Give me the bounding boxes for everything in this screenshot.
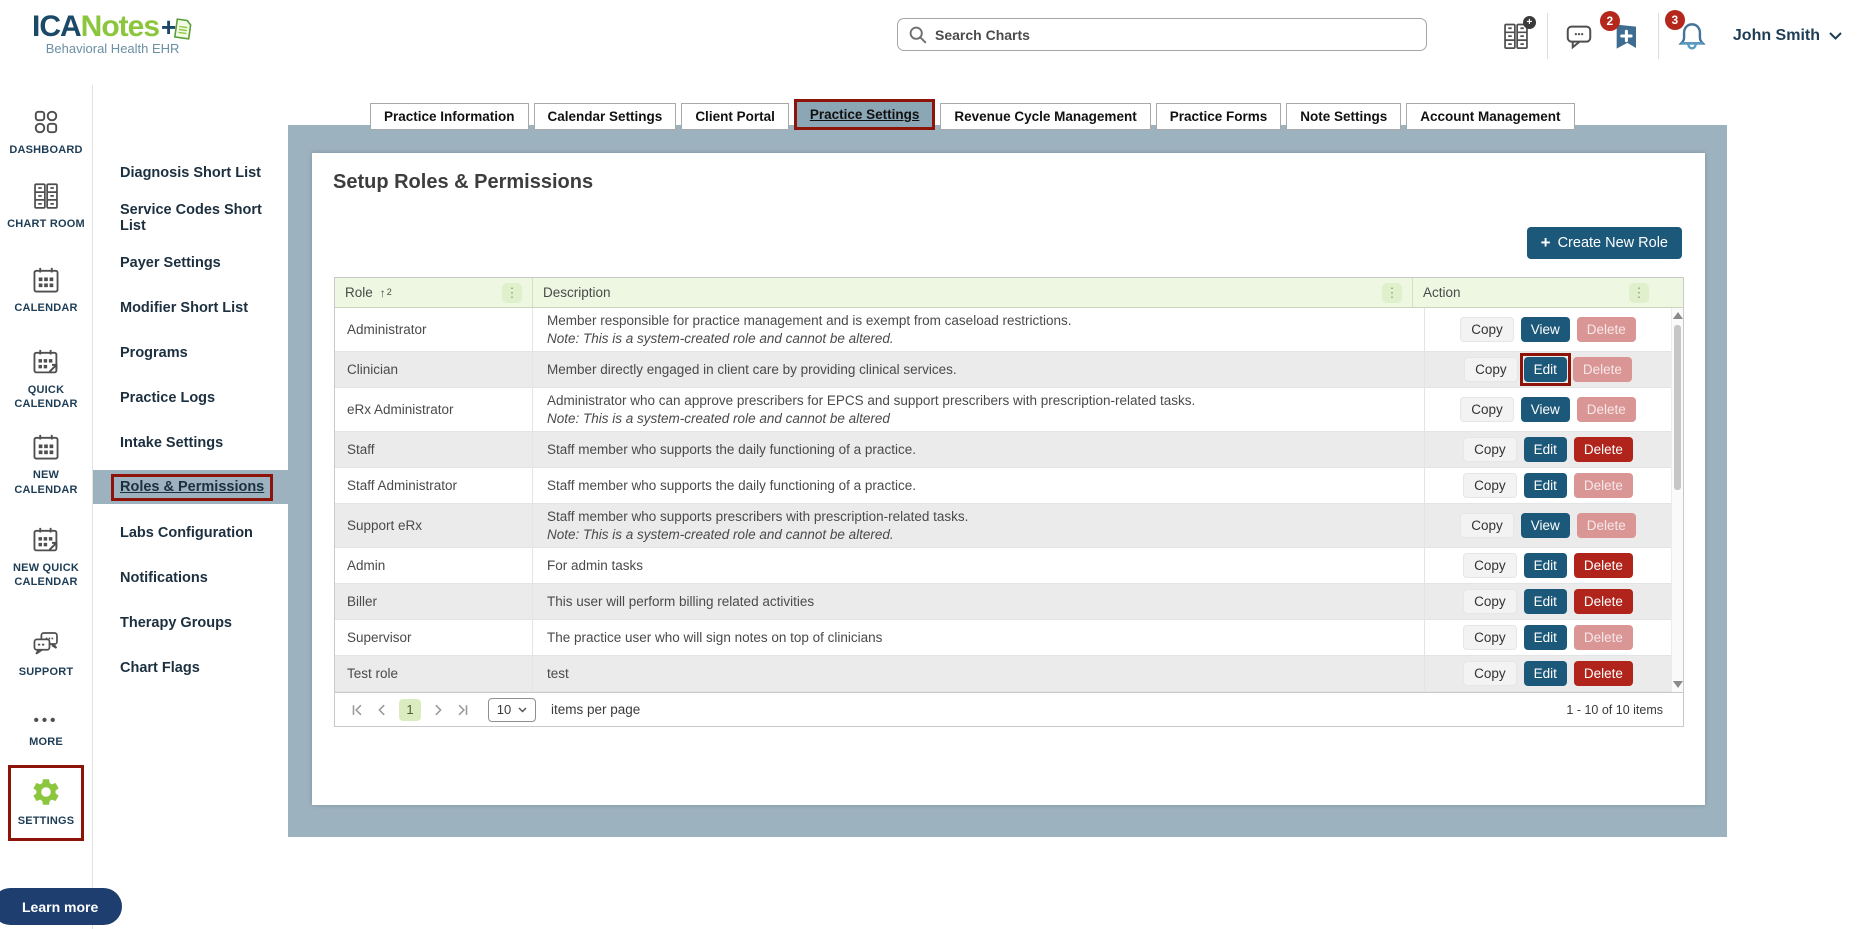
chevron-down-icon: [518, 707, 527, 713]
settings-menu-item-programs[interactable]: [93, 330, 288, 375]
edit-button[interactable]: Edit: [1524, 473, 1567, 498]
scroll-down-arrow-icon[interactable]: [1673, 681, 1683, 688]
description-cell: [533, 504, 1425, 547]
action-cell: [1425, 504, 1671, 547]
sidebar-item-settings[interactable]: [8, 765, 84, 840]
action-cell: [1425, 656, 1671, 691]
tab-account-management[interactable]: Account Management: [1406, 103, 1574, 130]
copy-button[interactable]: Copy: [1463, 661, 1517, 686]
description-cell: [533, 432, 1425, 467]
settings-menu-item-label: Service Codes Short List: [120, 201, 262, 234]
role-cell: Biller: [335, 584, 533, 619]
settings-menu: [93, 125, 288, 837]
settings-menu-item-labs-configuration[interactable]: [93, 510, 288, 555]
copy-button[interactable]: Copy: [1463, 589, 1517, 614]
description-cell: [533, 352, 1425, 387]
sidebar-item-dashboard[interactable]: [3, 107, 89, 157]
settings-menu-item-label: Diagnosis Short List: [120, 164, 261, 181]
role-cell: Staff Administrator: [335, 468, 533, 503]
table-row: [335, 620, 1671, 656]
table-row: [335, 584, 1671, 620]
description-text: The practice user who will sign notes on top of clinicians: [547, 629, 883, 645]
settings-menu-item-chart-flags[interactable]: [93, 645, 288, 690]
column-header-action: [1413, 278, 1683, 307]
description-cell: [533, 388, 1425, 431]
column-header-description: [533, 278, 1413, 307]
settings-menu-item-label: Programs: [120, 344, 188, 361]
table-row: [335, 388, 1671, 432]
topbar-divider: [1658, 13, 1659, 59]
role-header-label: Role: [345, 285, 373, 300]
description-text: This user will perform billing related activities: [547, 593, 815, 609]
scroll-up-arrow-icon[interactable]: [1673, 312, 1683, 319]
tab-calendar-settings[interactable]: Calendar Settings: [534, 103, 677, 130]
page-number-button[interactable]: 1: [399, 699, 421, 721]
role-cell: Administrator: [335, 308, 533, 351]
settings-menu-item-label: Modifier Short List: [120, 299, 249, 316]
items-per-page-label: items per page: [551, 702, 641, 717]
copy-button[interactable]: Copy: [1463, 625, 1517, 650]
logo-document-icon: [172, 17, 195, 42]
scrollbar-thumb[interactable]: [1674, 325, 1681, 490]
previous-page-icon[interactable]: [374, 702, 390, 718]
table-row: [335, 548, 1671, 584]
sidebar-label: MORE: [29, 735, 63, 748]
description-cell: [533, 620, 1425, 655]
app-logo[interactable]: [32, 10, 193, 56]
action-cell: [1425, 388, 1671, 431]
tab-client-portal[interactable]: Client Portal: [681, 103, 789, 130]
action-cell: [1425, 620, 1671, 655]
column-header-role: [335, 278, 533, 307]
action-cell: [1425, 548, 1671, 583]
description-note: Note: This is a system-created role and cannot be altered.: [547, 330, 894, 346]
role-cell: eRx Administrator: [335, 388, 533, 431]
table-row: [335, 504, 1671, 548]
description-column-menu-icon[interactable]: ⋮: [1382, 283, 1402, 303]
delete-button[interactable]: Delete: [1577, 317, 1636, 342]
delete-button[interactable]: Delete: [1577, 397, 1636, 422]
tab-note-settings[interactable]: Note Settings: [1286, 103, 1401, 130]
sidebar-item-calendar[interactable]: [3, 265, 89, 315]
sidebar-label: SETTINGS: [17, 815, 75, 828]
settings-menu-item-label: Intake Settings: [120, 434, 224, 451]
roles-permissions-panel: [312, 153, 1705, 805]
delete-button[interactable]: Delete: [1574, 553, 1633, 578]
description-text: For admin tasks: [547, 557, 644, 573]
sidebar-label: DASHBOARD: [9, 144, 83, 156]
search-input[interactable]: [935, 27, 1416, 43]
messages-count-badge: 2: [1600, 11, 1620, 31]
description-cell: [533, 584, 1425, 619]
action-header-label: Action: [1423, 285, 1461, 300]
action-cell: [1425, 468, 1671, 503]
table-row: [335, 352, 1671, 388]
messages-icon[interactable]: [1564, 21, 1594, 51]
sidebar-item-chart-room[interactable]: [3, 181, 89, 231]
annotation-highlight-box: [1520, 353, 1571, 386]
roles-table-header: [335, 278, 1683, 308]
description-text: Member responsible for practice management and is exempt from caseload restrictions.: [547, 313, 1072, 329]
settings-menu-item-label: Payer Settings: [120, 254, 221, 271]
topbar-divider: [1547, 13, 1548, 59]
table-row: [335, 656, 1671, 692]
action-cell: [1425, 432, 1671, 467]
table-row: [335, 468, 1671, 504]
delete-button[interactable]: Delete: [1574, 437, 1633, 462]
sidebar-label: CHART ROOM: [7, 218, 85, 231]
table-row: [335, 308, 1671, 352]
sort-indicator: ↑ 2: [379, 285, 392, 300]
edit-button[interactable]: Edit: [1524, 357, 1567, 382]
settings-menu-item-label: Chart Flags: [120, 659, 200, 676]
action-cell: [1425, 352, 1671, 387]
settings-menu-item-label: Notifications: [120, 569, 208, 586]
copy-button[interactable]: Copy: [1460, 513, 1514, 538]
role-cell: Test role: [335, 656, 533, 691]
next-page-icon[interactable]: [430, 702, 446, 718]
role-cell: Clinician: [335, 352, 533, 387]
settings-menu-item-label: Practice Logs: [120, 389, 216, 406]
edit-button[interactable]: Edit: [1524, 437, 1567, 462]
chart-room-icon: [31, 181, 61, 211]
last-page-icon[interactable]: [455, 702, 471, 718]
support-chat-icon: [31, 629, 61, 659]
role-cell: Admin: [335, 548, 533, 583]
learn-more-button[interactable]: Learn more: [0, 888, 122, 925]
page-size-value: 10: [496, 702, 512, 717]
delete-button[interactable]: Delete: [1574, 625, 1633, 650]
more-dots-icon: •••: [33, 711, 59, 729]
copy-button[interactable]: Copy: [1460, 317, 1514, 342]
description-text: Member directly engaged in client care by providing clinical services.: [547, 361, 957, 377]
action-column-menu-icon[interactable]: ⋮: [1629, 283, 1649, 303]
sidebar-label: NEW QUICK CALENDAR: [13, 562, 79, 589]
view-button[interactable]: View: [1521, 513, 1570, 538]
user-name: John Smith: [1732, 27, 1820, 44]
dashboard-icon: [31, 107, 61, 137]
sidebar-label: SUPPORT: [18, 665, 74, 678]
page-title: Setup Roles & Permissions: [333, 171, 594, 193]
settings-menu-item-notifications[interactable]: [93, 555, 288, 600]
copy-button[interactable]: Copy: [1464, 357, 1518, 382]
calendar-icon: [31, 265, 61, 295]
settings-menu-item-label: Labs Configuration: [120, 524, 253, 541]
logo-plus-sign: +: [161, 11, 176, 42]
chart-rooms-icon[interactable]: [1501, 17, 1533, 51]
view-button[interactable]: View: [1521, 317, 1570, 342]
roles-table: [334, 277, 1684, 727]
tab-practice-settings[interactable]: Practice Settings: [794, 99, 936, 130]
description-text: test: [547, 665, 569, 681]
tab-practice-forms[interactable]: Practice Forms: [1156, 103, 1282, 130]
action-cell: [1425, 584, 1671, 619]
description-note: Note: This is a system-created role and cannot be altered: [547, 410, 890, 426]
settings-menu-item-modifier-short-list[interactable]: [93, 285, 288, 330]
description-text: Staff member who supports the daily functioning of a practice.: [547, 441, 916, 457]
logo-text-ica: ICA: [32, 10, 81, 43]
logo-tagline: Behavioral Health EHR: [45, 41, 180, 56]
edit-button[interactable]: Edit: [1524, 625, 1567, 650]
edit-button[interactable]: Edit: [1524, 589, 1567, 614]
sidebar-label: NEW CALENDAR: [14, 469, 78, 496]
sidebar-label: QUICK CALENDAR: [14, 383, 78, 411]
description-cell: [533, 468, 1425, 503]
copy-button[interactable]: Copy: [1463, 437, 1517, 462]
roles-table-body: [335, 308, 1683, 692]
delete-button[interactable]: Delete: [1577, 513, 1636, 538]
sidebar-item-new-calendar[interactable]: [3, 432, 89, 497]
tab-practice-information[interactable]: Practice Information: [370, 103, 529, 130]
new-quick-calendar-icon: [31, 525, 61, 555]
new-calendar-icon: [31, 432, 61, 462]
table-row: [335, 432, 1671, 468]
search-charts-box: [897, 18, 1427, 51]
action-cell: [1425, 308, 1671, 351]
copy-button[interactable]: Copy: [1463, 473, 1517, 498]
settings-menu-item-therapy-groups[interactable]: [93, 600, 288, 645]
settings-menu-item-payer-settings[interactable]: [93, 240, 288, 285]
new-chart-flag-icon[interactable]: [1606, 14, 1642, 52]
settings-gear-icon: [30, 776, 62, 808]
settings-menu-item-diagnosis-short-list[interactable]: [93, 150, 288, 195]
add-chart-badge: +: [1523, 16, 1536, 29]
delete-button[interactable]: Delete: [1574, 473, 1633, 498]
delete-button[interactable]: Delete: [1573, 357, 1632, 382]
edit-button[interactable]: Edit: [1524, 661, 1567, 686]
first-page-icon[interactable]: [349, 702, 365, 718]
notifications-bell-icon[interactable]: [1671, 13, 1709, 53]
table-scrollbar[interactable]: [1671, 308, 1683, 692]
main-sidebar: [0, 85, 93, 929]
settings-menu-item-service-codes-short-list[interactable]: [93, 195, 288, 240]
user-menu[interactable]: [1733, 27, 1842, 45]
create-new-role-button[interactable]: [1527, 227, 1682, 259]
role-cell: Support eRx: [335, 504, 533, 547]
settings-menu-item-label: Therapy Groups: [120, 614, 232, 631]
sidebar-item-quick-calendar[interactable]: [3, 347, 89, 412]
logo-text-notes: Notes: [80, 10, 160, 43]
search-icon: [908, 25, 927, 44]
pagination-bar: [335, 692, 1683, 726]
role-cell: Staff: [335, 432, 533, 467]
role-cell: Supervisor: [335, 620, 533, 655]
description-header-label: Description: [543, 285, 611, 300]
settings-menu-item-intake-settings[interactable]: [93, 420, 288, 465]
role-column-menu-icon[interactable]: ⋮: [502, 283, 522, 303]
quick-calendar-icon: [31, 347, 61, 377]
sidebar-label: CALENDAR: [14, 301, 78, 314]
settings-tabs: [370, 99, 1575, 130]
items-range-label: 1 - 10 of 10 items: [1566, 702, 1663, 717]
page-size-select[interactable]: [488, 698, 536, 722]
settings-menu-item-practice-logs[interactable]: [93, 375, 288, 420]
delete-button[interactable]: Delete: [1574, 661, 1633, 686]
description-cell: [533, 656, 1425, 691]
sidebar-item-support[interactable]: [3, 629, 89, 679]
description-text: Staff member who supports prescribers with prescription-related tasks.: [547, 509, 969, 525]
description-note: Note: This is a system-created role and cannot be altered.: [547, 526, 894, 542]
chevron-down-icon: [1829, 32, 1842, 40]
description-text: Administrator who can approve prescribers for EPCS and support prescribers with prescription-related tasks.: [547, 393, 1196, 409]
description-cell: [533, 548, 1425, 583]
edit-button[interactable]: Edit: [1524, 553, 1567, 578]
settings-menu-item-roles-permissions[interactable]: [93, 470, 288, 504]
notifications-count-badge: 3: [1665, 10, 1685, 30]
description-text: Staff member who supports the daily functioning of a practice.: [547, 477, 916, 493]
delete-button[interactable]: Delete: [1574, 589, 1633, 614]
settings-menu-item-label: Roles & Permissions: [111, 474, 273, 501]
view-button[interactable]: View: [1521, 397, 1570, 422]
copy-button[interactable]: Copy: [1463, 553, 1517, 578]
tab-revenue-cycle-management[interactable]: Revenue Cycle Management: [940, 103, 1150, 130]
create-new-role-label: Create New Role: [1557, 235, 1668, 251]
description-cell: [533, 308, 1425, 351]
copy-button[interactable]: Copy: [1460, 397, 1514, 422]
sidebar-item-new-quick-calendar[interactable]: [3, 525, 89, 590]
plus-icon: +: [1540, 233, 1551, 252]
sidebar-item-more[interactable]: [3, 712, 89, 749]
